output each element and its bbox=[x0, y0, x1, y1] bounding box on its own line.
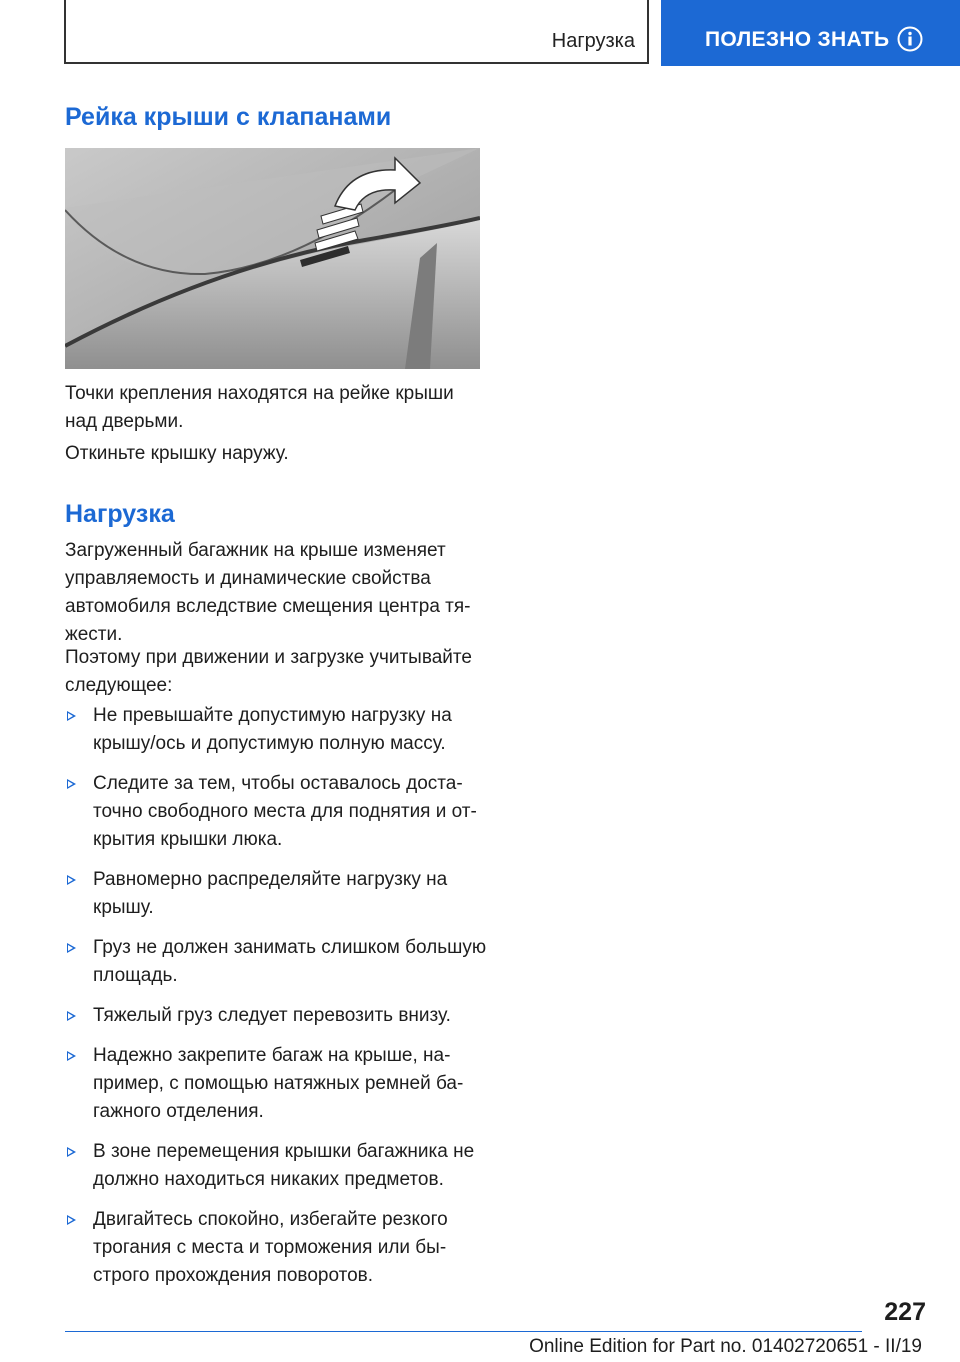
load-heading: Нагрузка bbox=[65, 500, 175, 528]
roof-rail-para-2: Откиньте крышку наружу. bbox=[65, 443, 289, 464]
bullet-triangle-icon bbox=[67, 943, 76, 953]
list-item: Не превышайте допустимую нагрузку на крышу/ось и допустимую полную массу. bbox=[65, 702, 495, 758]
bullet-triangle-icon bbox=[67, 1011, 76, 1021]
footer-edition: Online Edition for Part no. 01402720651 - II/19 bbox=[529, 1336, 922, 1357]
bullet-triangle-icon bbox=[67, 1215, 76, 1225]
bullet-triangle-icon bbox=[67, 1147, 76, 1157]
list-item: Двигайтесь спокойно, избегайте резкого трогания с места и торможения или быстрого прохождения поворотов. bbox=[65, 1206, 495, 1290]
list-item: Следите за тем, чтобы оставалось достаточно свободного места для поднятия и открытия крышки люка. bbox=[65, 770, 495, 854]
load-guidelines-list bbox=[65, 702, 495, 1302]
list-item: Надежно закрепите багаж на крыше, например, с помощью натяжных ремней багажного отделения. bbox=[65, 1042, 495, 1126]
header-section-box bbox=[64, 0, 649, 64]
roof-rail-para-1: Точки крепления находятся на рейке крыши над дверьми. bbox=[65, 383, 454, 432]
list-item: Груз не должен занимать слишком большую площадь. bbox=[65, 934, 495, 990]
load-para-2: Поэтому при движении и загрузке учитывайте следующее: bbox=[65, 647, 472, 696]
bullet-triangle-icon bbox=[67, 1051, 76, 1061]
bullet-triangle-icon bbox=[67, 779, 76, 789]
chapter-tab[interactable] bbox=[661, 0, 960, 66]
list-item: Равномерно распределяйте нагрузку на крышу. bbox=[65, 866, 495, 922]
bullet-triangle-icon bbox=[67, 875, 76, 885]
section-title: Нагрузка bbox=[551, 30, 635, 52]
page-number: 227 bbox=[884, 1298, 926, 1326]
roof-rail-illustration bbox=[65, 148, 480, 369]
list-item: В зоне перемещения крышки багажника не должно находиться никаких предметов. bbox=[65, 1138, 495, 1194]
load-para-1: Загруженный багажник на крыше изменяет управляемость и динамические свойства автомобиля вследствие смещения центра тяжести. bbox=[65, 540, 471, 645]
roof-rail-heading: Рейка крыши с клапанами bbox=[65, 103, 392, 131]
chapter-title: ПОЛЕЗНО ЗНАТЬ bbox=[705, 28, 890, 51]
list-item: Тяжелый груз следует перевозить внизу. bbox=[65, 1002, 495, 1030]
info-circle-icon[interactable] bbox=[897, 26, 923, 52]
footer-divider bbox=[65, 1331, 862, 1332]
bullet-triangle-icon bbox=[67, 711, 76, 721]
